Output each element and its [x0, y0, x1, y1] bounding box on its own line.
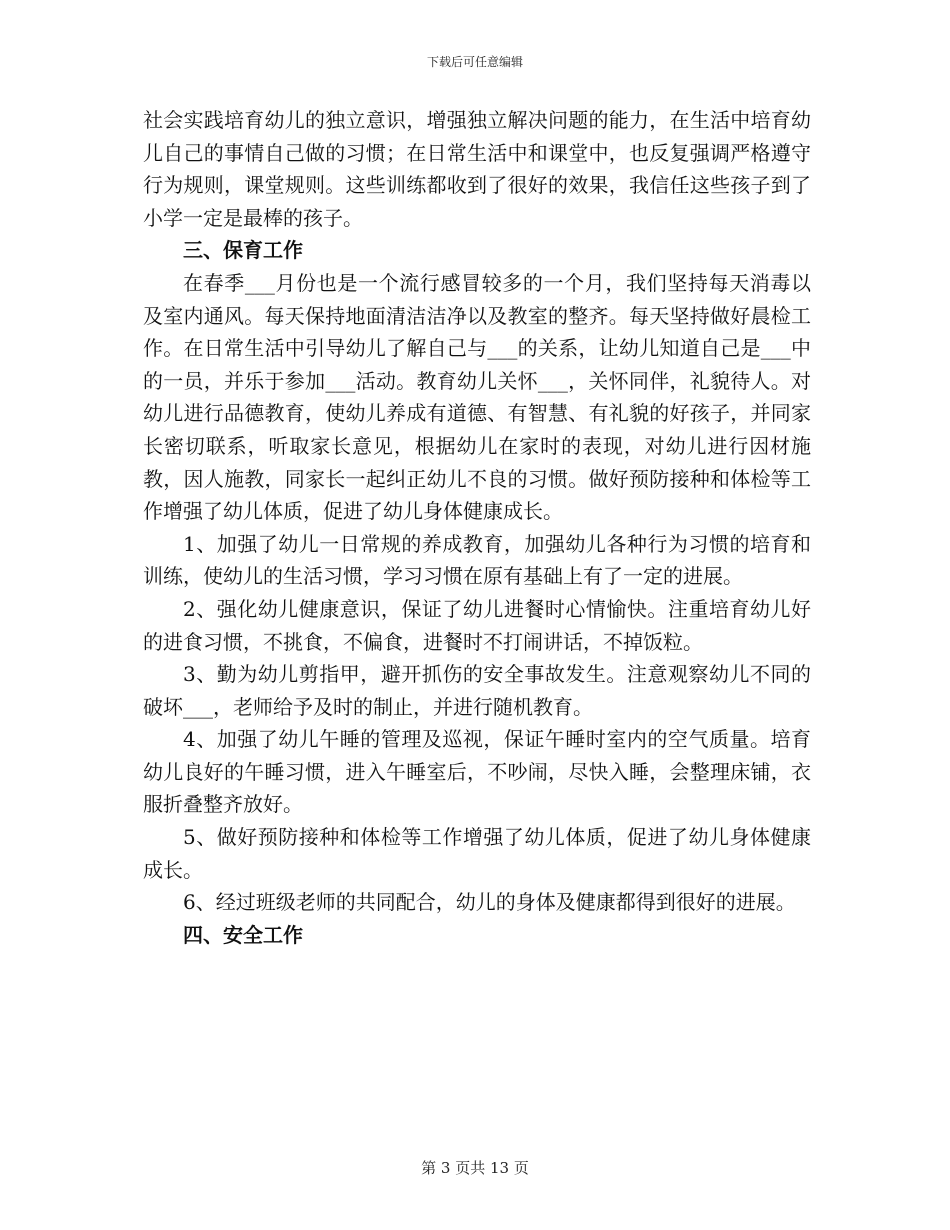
list-item-2: 2、强化幼儿健康意识，保证了幼儿进餐时心情愉快。注重培育幼儿好的进食习惯，不挑食，不偏食，进餐时不打闹讲话，不掉饭粒。 [143, 596, 811, 654]
section-heading-safety: 四、安全工作 [183, 922, 303, 947]
paragraph-childcare-intro: 在春季___月份也是一个流行感冒较多的一个月，我们坚持每天消毒以及室内通风。每天保持地面清洁洁净以及教室的整齐。每天坚持做好晨检工作。在日常生活中引导幼儿了解自己与___的关系，让幼儿知道自己是___中的一员，并乐于参加___活动。教育幼儿关怀___，关怀同伴，礼貌待人。对幼儿进行品德教育，使幼儿养成有道德、有智慧、有礼貌的好孩子，并同家长密切联系，听取家长意见，根据幼儿在家时的表现，对幼儿进行因材施教，因人施教，同家长一起纠正幼儿不良的习惯。做好预防接种和体检等工作增强了幼儿体质，促进了幼儿身体健康成长。 [143, 270, 811, 524]
list-item-4: 4、加强了幼儿午睡的管理及巡视，保证午睡时室内的空气质量。培育幼儿良好的午睡习惯，进入午睡室后，不吵闹，尽快入睡，会整理床铺，衣服折叠整齐放好。 [143, 727, 811, 817]
section-heading-childcare: 三、保育工作 [183, 238, 303, 263]
paragraph-continued: 社会实践培育幼儿的独立意识，增强独立解决问题的能力，在生活中培育幼儿自己的事情自己做的习惯；在日常生活中和课堂中，也反复强调严格遵守行为规则，课堂规则。这些训练都收到了很好的效果，我信任这些孩子到了小学一定是最棒的孩子。 [143, 108, 811, 230]
page-header-note: 下载后可任意编辑 [426, 55, 523, 69]
page-number-footer: 第 3 页共 13 页 [421, 1159, 529, 1177]
list-item-1: 1、加强了幼儿一日常规的养成教育，加强幼儿各种行为习惯的培育和训练，使幼儿的生活习惯，学习习惯在原有基础上有了一定的进展。 [143, 531, 811, 589]
list-item-6: 6、经过班级老师的共同配合，幼儿的身体及健康都得到很好的进展。 [183, 890, 796, 915]
list-item-5: 5、做好预防接种和体检等工作增强了幼儿体质，促进了幼儿身体健康成长。 [143, 825, 811, 882]
list-item-3: 3、勤为幼儿剪指甲，避开抓伤的安全事故发生。注意观察幼儿不同的破坏___，老师给予及时的制止，并进行随机教育。 [143, 662, 811, 719]
document-body [143, 104, 811, 951]
